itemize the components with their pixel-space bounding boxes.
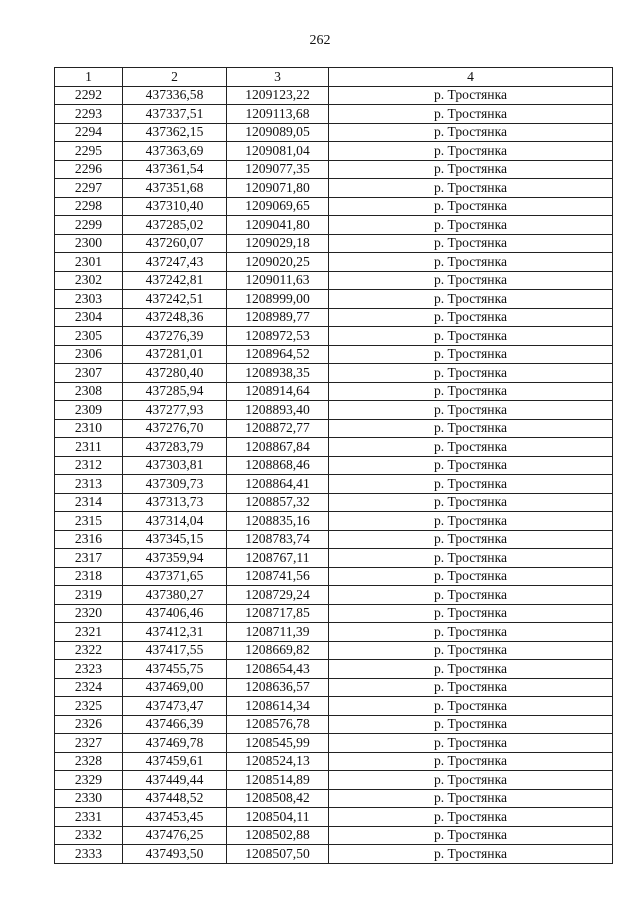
description-cell: р. Тростянка (329, 826, 613, 845)
description-cell: р. Тростянка (329, 142, 613, 161)
point-number-cell: 2292 (55, 86, 123, 105)
table-row (55, 623, 613, 642)
y-coordinate-cell: 1208507,50 (227, 845, 329, 864)
y-coordinate-cell: 1208972,53 (227, 327, 329, 346)
description-cell: р. Тростянка (329, 290, 613, 309)
y-coordinate-cell: 1209041,80 (227, 216, 329, 235)
y-coordinate-cell: 1208514,89 (227, 771, 329, 790)
point-number-cell: 2297 (55, 179, 123, 198)
y-coordinate-cell: 1208711,39 (227, 623, 329, 642)
description-cell: р. Тростянка (329, 512, 613, 531)
x-coordinate-cell: 437277,93 (123, 401, 227, 420)
table-row (55, 734, 613, 753)
y-coordinate-cell: 1209123,22 (227, 86, 329, 105)
table-body (55, 86, 613, 863)
description-cell: р. Тростянка (329, 567, 613, 586)
table-row (55, 160, 613, 179)
table-row (55, 86, 613, 105)
description-cell: р. Тростянка (329, 382, 613, 401)
point-number-cell: 2303 (55, 290, 123, 309)
x-coordinate-cell: 437247,43 (123, 253, 227, 272)
y-coordinate-cell: 1209071,80 (227, 179, 329, 198)
table-row (55, 789, 613, 808)
table-row (55, 604, 613, 623)
x-coordinate-cell: 437351,68 (123, 179, 227, 198)
x-coordinate-cell: 437371,65 (123, 567, 227, 586)
description-cell: р. Тростянка (329, 401, 613, 420)
table-row (55, 327, 613, 346)
description-cell: р. Тростянка (329, 623, 613, 642)
point-number-cell: 2312 (55, 456, 123, 475)
table-row (55, 382, 613, 401)
table-row (55, 419, 613, 438)
point-number-cell: 2320 (55, 604, 123, 623)
description-cell: р. Тростянка (329, 308, 613, 327)
y-coordinate-cell: 1208857,32 (227, 493, 329, 512)
x-coordinate-cell: 437362,15 (123, 123, 227, 142)
table-row (55, 660, 613, 679)
table-row (55, 715, 613, 734)
y-coordinate-cell: 1208741,56 (227, 567, 329, 586)
description-cell: р. Тростянка (329, 586, 613, 605)
y-coordinate-cell: 1209020,25 (227, 253, 329, 272)
x-coordinate-cell: 437276,39 (123, 327, 227, 346)
y-coordinate-cell: 1208914,64 (227, 382, 329, 401)
point-number-cell: 2293 (55, 105, 123, 124)
point-number-cell: 2325 (55, 697, 123, 716)
description-cell: р. Тростянка (329, 456, 613, 475)
point-number-cell: 2319 (55, 586, 123, 605)
point-number-cell: 2294 (55, 123, 123, 142)
column-header-4: 4 (329, 68, 613, 87)
description-cell: р. Тростянка (329, 253, 613, 272)
x-coordinate-cell: 437285,02 (123, 216, 227, 235)
y-coordinate-cell: 1208502,88 (227, 826, 329, 845)
description-cell: р. Тростянка (329, 660, 613, 679)
description-cell: р. Тростянка (329, 197, 613, 216)
y-coordinate-cell: 1209113,68 (227, 105, 329, 124)
point-number-cell: 2296 (55, 160, 123, 179)
table-row (55, 253, 613, 272)
point-number-cell: 2302 (55, 271, 123, 290)
table-row (55, 549, 613, 568)
x-coordinate-cell: 437473,47 (123, 697, 227, 716)
point-number-cell: 2305 (55, 327, 123, 346)
x-coordinate-cell: 437260,07 (123, 234, 227, 253)
y-coordinate-cell: 1208835,16 (227, 512, 329, 531)
point-number-cell: 2324 (55, 678, 123, 697)
y-coordinate-cell: 1208717,85 (227, 604, 329, 623)
y-coordinate-cell: 1209029,18 (227, 234, 329, 253)
description-cell: р. Тростянка (329, 364, 613, 383)
x-coordinate-cell: 437303,81 (123, 456, 227, 475)
table-row (55, 345, 613, 364)
y-coordinate-cell: 1208783,74 (227, 530, 329, 549)
table-row (55, 493, 613, 512)
table-row (55, 197, 613, 216)
table-row (55, 845, 613, 864)
x-coordinate-cell: 437359,94 (123, 549, 227, 568)
x-coordinate-cell: 437469,00 (123, 678, 227, 697)
x-coordinate-cell: 437310,40 (123, 197, 227, 216)
point-number-cell: 2313 (55, 475, 123, 494)
x-coordinate-cell: 437476,25 (123, 826, 227, 845)
y-coordinate-cell: 1208729,24 (227, 586, 329, 605)
description-cell: р. Тростянка (329, 697, 613, 716)
point-number-cell: 2304 (55, 308, 123, 327)
point-number-cell: 2300 (55, 234, 123, 253)
description-cell: р. Тростянка (329, 345, 613, 364)
description-cell: р. Тростянка (329, 419, 613, 438)
point-number-cell: 2308 (55, 382, 123, 401)
y-coordinate-cell: 1208868,46 (227, 456, 329, 475)
y-coordinate-cell: 1208938,35 (227, 364, 329, 383)
table-row (55, 401, 613, 420)
y-coordinate-cell: 1208508,42 (227, 789, 329, 808)
x-coordinate-cell: 437417,55 (123, 641, 227, 660)
point-number-cell: 2310 (55, 419, 123, 438)
description-cell: р. Тростянка (329, 752, 613, 771)
table-row (55, 123, 613, 142)
point-number-cell: 2330 (55, 789, 123, 808)
table-row (55, 771, 613, 790)
table-row (55, 808, 613, 827)
y-coordinate-cell: 1208576,78 (227, 715, 329, 734)
x-coordinate-cell: 437314,04 (123, 512, 227, 531)
x-coordinate-cell: 437345,15 (123, 530, 227, 549)
point-number-cell: 2298 (55, 197, 123, 216)
table-row (55, 364, 613, 383)
description-cell: р. Тростянка (329, 715, 613, 734)
point-number-cell: 2306 (55, 345, 123, 364)
point-number-cell: 2316 (55, 530, 123, 549)
x-coordinate-cell: 437448,52 (123, 789, 227, 808)
table-row (55, 530, 613, 549)
description-cell: р. Тростянка (329, 216, 613, 235)
table-row (55, 456, 613, 475)
description-cell: р. Тростянка (329, 771, 613, 790)
table-row (55, 475, 613, 494)
y-coordinate-cell: 1208614,34 (227, 697, 329, 716)
x-coordinate-cell: 437248,36 (123, 308, 227, 327)
description-cell: р. Тростянка (329, 105, 613, 124)
table-row (55, 308, 613, 327)
table-row (55, 179, 613, 198)
table-row (55, 567, 613, 586)
point-number-cell: 2327 (55, 734, 123, 753)
description-cell: р. Тростянка (329, 438, 613, 457)
x-coordinate-cell: 437361,54 (123, 160, 227, 179)
x-coordinate-cell: 437363,69 (123, 142, 227, 161)
y-coordinate-cell: 1209089,05 (227, 123, 329, 142)
description-cell: р. Тростянка (329, 179, 613, 198)
table-row (55, 290, 613, 309)
description-cell: р. Тростянка (329, 234, 613, 253)
x-coordinate-cell: 437313,73 (123, 493, 227, 512)
y-coordinate-cell: 1209081,04 (227, 142, 329, 161)
point-number-cell: 2331 (55, 808, 123, 827)
y-coordinate-cell: 1209069,65 (227, 197, 329, 216)
table-row (55, 216, 613, 235)
x-coordinate-cell: 437280,40 (123, 364, 227, 383)
x-coordinate-cell: 437469,78 (123, 734, 227, 753)
table-row (55, 826, 613, 845)
y-coordinate-cell: 1208999,00 (227, 290, 329, 309)
point-number-cell: 2323 (55, 660, 123, 679)
table-row (55, 752, 613, 771)
description-cell: р. Тростянка (329, 789, 613, 808)
point-number-cell: 2329 (55, 771, 123, 790)
page-number: 262 (309, 33, 331, 48)
point-number-cell: 2299 (55, 216, 123, 235)
table-row (55, 678, 613, 697)
description-cell: р. Тростянка (329, 845, 613, 864)
x-coordinate-cell: 437285,94 (123, 382, 227, 401)
y-coordinate-cell: 1208989,77 (227, 308, 329, 327)
x-coordinate-cell: 437493,50 (123, 845, 227, 864)
description-cell: р. Тростянка (329, 86, 613, 105)
x-coordinate-cell: 437453,45 (123, 808, 227, 827)
column-header-1: 1 (55, 68, 123, 87)
y-coordinate-cell: 1208893,40 (227, 401, 329, 420)
point-number-cell: 2318 (55, 567, 123, 586)
y-coordinate-cell: 1208545,99 (227, 734, 329, 753)
y-coordinate-cell: 1208864,41 (227, 475, 329, 494)
point-number-cell: 2315 (55, 512, 123, 531)
point-number-cell: 2317 (55, 549, 123, 568)
point-number-cell: 2307 (55, 364, 123, 383)
y-coordinate-cell: 1208524,13 (227, 752, 329, 771)
x-coordinate-cell: 437281,01 (123, 345, 227, 364)
point-number-cell: 2326 (55, 715, 123, 734)
description-cell: р. Тростянка (329, 327, 613, 346)
x-coordinate-cell: 437380,27 (123, 586, 227, 605)
coordinates-table (54, 67, 613, 864)
point-number-cell: 2322 (55, 641, 123, 660)
description-cell: р. Тростянка (329, 678, 613, 697)
x-coordinate-cell: 437412,31 (123, 623, 227, 642)
column-header-2: 2 (123, 68, 227, 87)
point-number-cell: 2332 (55, 826, 123, 845)
description-cell: р. Тростянка (329, 123, 613, 142)
point-number-cell: 2309 (55, 401, 123, 420)
table-row (55, 512, 613, 531)
x-coordinate-cell: 437455,75 (123, 660, 227, 679)
table-row (55, 105, 613, 124)
x-coordinate-cell: 437406,46 (123, 604, 227, 623)
y-coordinate-cell: 1208504,11 (227, 808, 329, 827)
point-number-cell: 2314 (55, 493, 123, 512)
x-coordinate-cell: 437309,73 (123, 475, 227, 494)
x-coordinate-cell: 437449,44 (123, 771, 227, 790)
description-cell: р. Тростянка (329, 475, 613, 494)
description-cell: р. Тростянка (329, 493, 613, 512)
table-row (55, 142, 613, 161)
table-row (55, 438, 613, 457)
table-row (55, 586, 613, 605)
column-header-3: 3 (227, 68, 329, 87)
x-coordinate-cell: 437337,51 (123, 105, 227, 124)
description-cell: р. Тростянка (329, 530, 613, 549)
description-cell: р. Тростянка (329, 641, 613, 660)
point-number-cell: 2333 (55, 845, 123, 864)
point-number-cell: 2328 (55, 752, 123, 771)
table-row (55, 697, 613, 716)
y-coordinate-cell: 1208767,11 (227, 549, 329, 568)
x-coordinate-cell: 437336,58 (123, 86, 227, 105)
description-cell: р. Тростянка (329, 160, 613, 179)
point-number-cell: 2311 (55, 438, 123, 457)
y-coordinate-cell: 1208654,43 (227, 660, 329, 679)
y-coordinate-cell: 1208964,52 (227, 345, 329, 364)
y-coordinate-cell: 1209011,63 (227, 271, 329, 290)
point-number-cell: 2295 (55, 142, 123, 161)
description-cell: р. Тростянка (329, 271, 613, 290)
table-row (55, 234, 613, 253)
x-coordinate-cell: 437466,39 (123, 715, 227, 734)
x-coordinate-cell: 437276,70 (123, 419, 227, 438)
table-row (55, 641, 613, 660)
x-coordinate-cell: 437242,81 (123, 271, 227, 290)
description-cell: р. Тростянка (329, 549, 613, 568)
y-coordinate-cell: 1209077,35 (227, 160, 329, 179)
point-number-cell: 2321 (55, 623, 123, 642)
description-cell: р. Тростянка (329, 604, 613, 623)
y-coordinate-cell: 1208636,57 (227, 678, 329, 697)
y-coordinate-cell: 1208867,84 (227, 438, 329, 457)
table-row (55, 271, 613, 290)
y-coordinate-cell: 1208872,77 (227, 419, 329, 438)
x-coordinate-cell: 437283,79 (123, 438, 227, 457)
description-cell: р. Тростянка (329, 808, 613, 827)
x-coordinate-cell: 437459,61 (123, 752, 227, 771)
y-coordinate-cell: 1208669,82 (227, 641, 329, 660)
table-header-row (55, 68, 613, 87)
description-cell: р. Тростянка (329, 734, 613, 753)
point-number-cell: 2301 (55, 253, 123, 272)
x-coordinate-cell: 437242,51 (123, 290, 227, 309)
